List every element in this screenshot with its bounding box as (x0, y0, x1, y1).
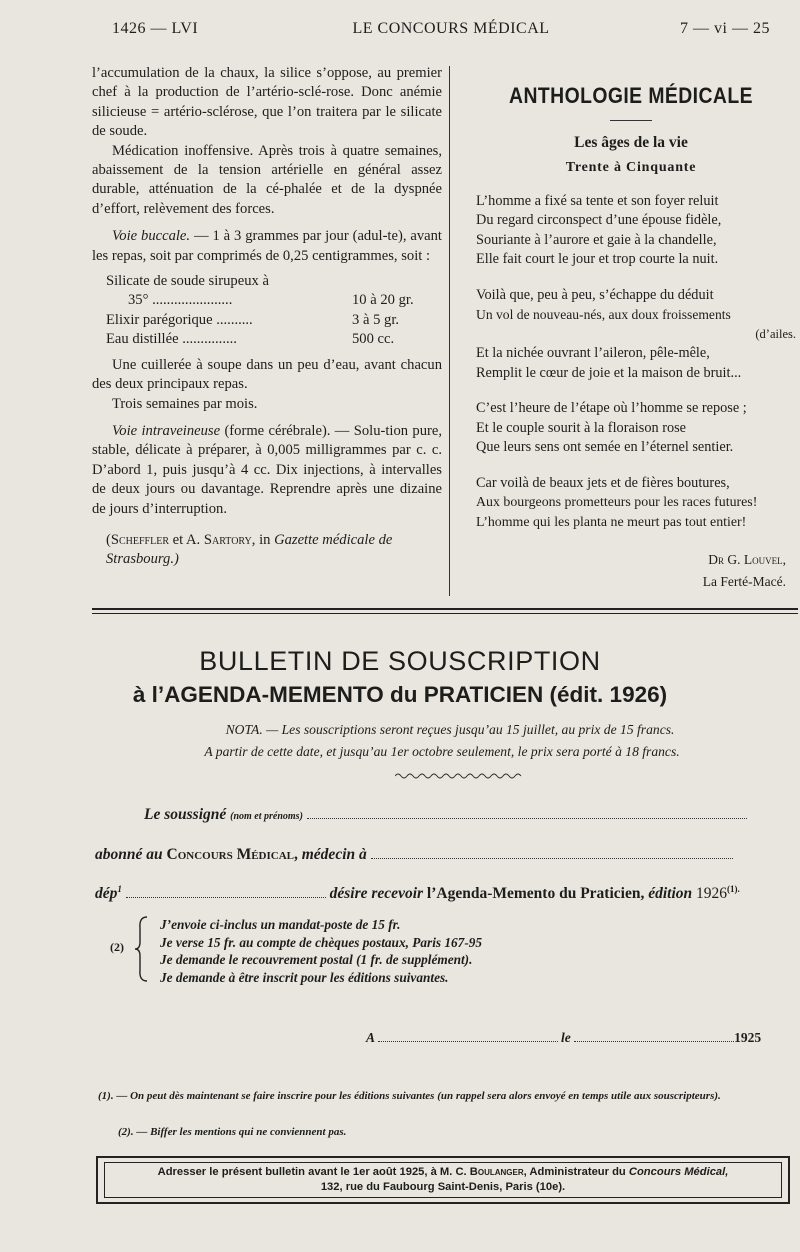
edition-year: 1926 (696, 885, 727, 903)
agenda-name: l’Agenda-Memento du Praticien, (426, 885, 645, 903)
nota-line-1: NOTA. — Les souscriptions seront reçues jusqu’au 15 juillet, au prix de 15 francs. (225, 722, 675, 737)
receive-label: désire recevoir (329, 885, 424, 903)
address-role: , Administrateur du (523, 1166, 629, 1178)
verse: Et la nichée ouvrant l’aileron, pêle-mêle, (476, 345, 710, 361)
form-line-name[interactable] (144, 806, 747, 824)
form-line-place-date[interactable] (366, 1030, 761, 1046)
rx-line (106, 330, 442, 349)
edition-footnote: (1). (727, 884, 740, 894)
section-separator (92, 608, 798, 614)
name-field[interactable] (307, 808, 747, 819)
subscriber-label: abonné au (95, 846, 163, 863)
stanza (476, 474, 786, 533)
rx-value (352, 272, 442, 291)
journal-name: Concours Médical, (166, 846, 298, 863)
options-brace (134, 916, 150, 982)
verse: Car voilà de beaux jets et de fières boutures, (476, 474, 730, 491)
footnote-1: (1). — On peut dès maintenant se faire inscrire pour les éditions suivantes (un rappel sera alors envoyé en temps utile aux souscripteurs). (98, 1090, 721, 1102)
paragraph-medication: Médication inoffensive. Après trois à quatre semaines, abaissement de la tension artérielle en général assez durable, atténuation de la cé-phalée et de la dyspnée d’effort, relèvement des forces. (92, 142, 442, 217)
form-line-subscriber[interactable] (95, 846, 733, 864)
rx-line (106, 311, 442, 330)
nota-line-2: A partir de cette date, et jusqu’au 1er octobre seulement, le prix sera porté à 18 francs. (204, 744, 680, 759)
edition-label: édition (648, 885, 693, 903)
verse: Aux bourgeons prometteurs pour les races futures! (476, 495, 758, 510)
poem-signature: Dr G. Louvel, (708, 552, 786, 567)
paragraph-silice: l’accumulation de la chaux, la silice s’oppose, au premier chef à la production de l’artério-sclé-rose. Donc anémie silicieuse = artério-sclérose, que l’on traitera par le silicate de soude. (92, 65, 442, 140)
verse: L’homme qui les planta ne meurt pas tout entier! (476, 514, 747, 530)
date-label: le (561, 1030, 571, 1045)
rx-name: Elixir parégorique .......... (106, 311, 253, 328)
address-line-1 (105, 1165, 781, 1180)
department-footnote: 1 (117, 884, 122, 894)
department-field[interactable] (126, 887, 326, 898)
doctor-label: médecin à (301, 846, 367, 863)
rx-value: 10 à 20 gr. (352, 292, 414, 309)
bulletin-subtitle: à l’AGENDA-MEMENTO du PRATICIEN (édit. 1926) (132, 682, 668, 707)
rx-name: Eau distillée ............... (106, 331, 237, 348)
stanza (476, 192, 786, 270)
verse: Voilà que, peu à peu, s’échappe du déduit (476, 286, 714, 303)
poem-title: Les âges de la vie (574, 133, 688, 151)
voie-intraveineuse-label: Voie intraveineuse (112, 422, 221, 439)
verse: Un vol de nouveau-nés, aux doux froissements (476, 307, 731, 322)
prescription (106, 272, 442, 350)
rx-line (106, 272, 442, 291)
journal-title: LE CONCOURS MÉDICAL (352, 20, 550, 37)
name-label: Le soussigné (144, 806, 227, 823)
address-box (104, 1162, 782, 1198)
options-footnote-ref: (2) (110, 940, 124, 954)
left-column (92, 64, 442, 570)
address-text: Adresser le présent bulletin avant le 1er août 1925, à M. C. (157, 1166, 470, 1178)
verse: Souriante à l’aurore et gaie à la chandelle, (476, 231, 717, 248)
right-column (476, 64, 796, 591)
address-journal: Concours Médical, (628, 1166, 729, 1178)
name-hint: (nom et prénoms) (230, 811, 303, 822)
reference-author-1: (Scheffler (106, 531, 169, 548)
paragraph-voie-intraveineuse (92, 422, 442, 519)
option-mandat[interactable]: J’envoie ci-inclus un mandat-poste de 15 fr. (160, 917, 401, 932)
place-label: A (366, 1030, 375, 1045)
paragraph-dosage: Une cuillerée à soupe dans un peu d’eau, avant chacun des deux principaux repas. (92, 356, 442, 393)
stanza (476, 286, 796, 345)
reference-and: et A. (169, 531, 204, 548)
voie-buccale-label: Voie buccale. (112, 228, 191, 245)
option-inscription[interactable]: Je demande à être inscrit pour les éditions suivantes. (160, 969, 449, 985)
verse: (d’ailes. (755, 326, 796, 341)
verse: L’homme a fixé sa tente et son foyer reluit (476, 192, 719, 209)
address-line-2: 132, rue du Faubourg Saint-Denis, Paris (10e). (320, 1181, 566, 1193)
verse: Elle fait court le jour et trop courte la nuit. (476, 251, 719, 267)
form-line-department[interactable] (95, 884, 740, 903)
voie-intraveineuse-text: (forme cérébrale). — Solu-tion pure, stable, délicate à préparer, à 0,005 milligrammes par c. c. D’abord 1, puis jusqu’à 4 cc. Dix injections, à intervalles de deux jours ou davantage. Reprendre après une dizaine de jours d’interruption. (92, 422, 442, 517)
option-cheque[interactable]: Je verse 15 fr. au compte de chèques postaux, Paris 167-95 (160, 934, 483, 950)
verse: Et le couple sourit à la floraison rose (476, 419, 687, 436)
reference-journal: Gazette médicale de Strasbourg.) (106, 531, 393, 568)
verse: Que leurs sens ont semée en l’éternel sentier. (476, 439, 734, 455)
date-field[interactable] (574, 1031, 734, 1042)
year-value: 1925 (734, 1030, 762, 1045)
verse: Remplit le cœur de joie et la maison de bruit... (476, 364, 742, 381)
title-rule (610, 120, 652, 121)
paragraph-voie-buccale (92, 227, 442, 266)
verse: Du regard circonspect d’une épouse fidèle, (476, 212, 722, 228)
rx-value: 500 cc. (352, 331, 395, 348)
column-divider (449, 66, 450, 596)
poem (476, 192, 796, 533)
rx-line (106, 291, 442, 310)
poem-subtitle: Trente à Cinquante (565, 160, 697, 175)
anthology-title: ANTHOLOGIE MÉDICALE (509, 83, 753, 108)
place-field[interactable] (378, 1031, 558, 1042)
reference-in: , in (251, 531, 275, 548)
rx-name: 35° ...................... (128, 292, 233, 309)
option-recouvrement[interactable]: Je demande le recouvrement postal (1 fr. de supplément). (160, 952, 473, 968)
poem-place: La Ferté-Macé. (702, 573, 786, 589)
footnote-2: (2). — Biffer les mentions qui ne conviennent pas. (118, 1126, 347, 1138)
reference-author-2: Sartory (203, 531, 252, 548)
voie-buccale-text: — 1 à 3 grammes par jour (adul-te), avant les repas, soit par comprimés de 0,25 centigrammes, soit : (92, 228, 442, 264)
rx-name: Silicate de soude sirupeux à (106, 273, 269, 290)
rx-value: 3 à 5 gr. (352, 311, 400, 328)
city-field[interactable] (371, 848, 733, 859)
issue-date: 7 — vi — 25 (680, 20, 770, 37)
page-number: 1426 — LVI (112, 20, 199, 37)
reference (92, 531, 442, 570)
stanza (476, 344, 786, 383)
administrator-name: Boulanger (469, 1166, 524, 1178)
department-label: dép (95, 885, 118, 903)
paragraph-duration: Trois semaines par mois. (112, 395, 258, 412)
verse: C’est l’heure de l’étape où l’homme se repose ; (476, 400, 747, 416)
bulletin-title: BULLETIN DE SOUSCRIPTION (199, 646, 601, 676)
stanza (476, 399, 786, 458)
wavy-ornament (395, 772, 525, 780)
payment-options (160, 916, 482, 986)
